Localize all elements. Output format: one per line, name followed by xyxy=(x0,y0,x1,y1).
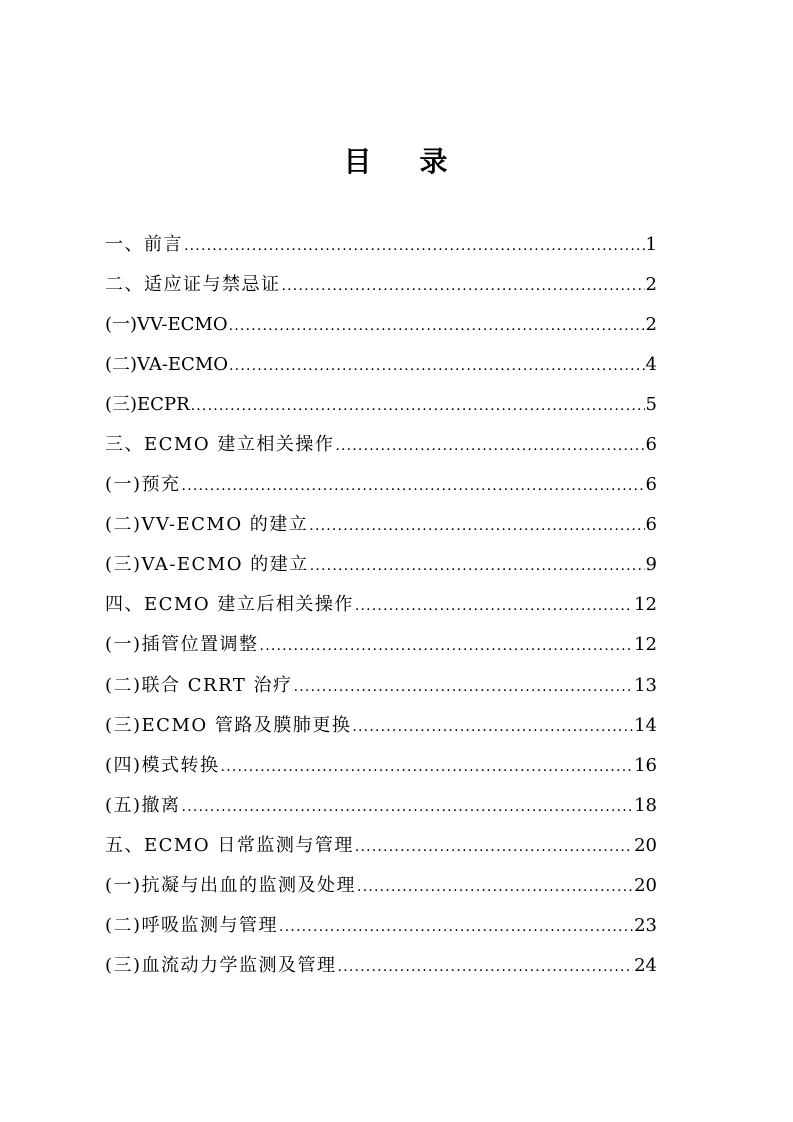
toc-leader-dots xyxy=(282,269,645,303)
toc-entry-label: 四、ECMO 建立后相关操作 xyxy=(105,594,354,616)
toc-leader-dots xyxy=(294,670,634,704)
toc-leader-dots xyxy=(355,830,633,864)
toc-entry-page: 16 xyxy=(634,754,657,776)
toc-entry[interactable] xyxy=(105,388,657,428)
toc-entry[interactable] xyxy=(105,829,657,869)
toc-entry-label: (二)联合 CRRT 治疗 xyxy=(105,674,293,696)
toc-leader-dots xyxy=(335,429,644,463)
toc-entry-page: 12 xyxy=(634,634,657,656)
toc-entry-label: (三)ECPR xyxy=(105,394,190,416)
toc-leader-dots xyxy=(191,389,645,423)
toc-entry[interactable] xyxy=(105,228,657,268)
toc-entry-label: (一)插管位置调整 xyxy=(105,634,259,656)
toc-entry[interactable] xyxy=(105,869,657,909)
toc-entry-label: (三)血流动力学监测及管理 xyxy=(105,954,337,976)
toc-entry-page: 13 xyxy=(634,674,657,696)
toc-entry[interactable] xyxy=(105,909,657,949)
toc-entry[interactable] xyxy=(105,268,657,308)
toc-entry-page: 20 xyxy=(634,874,657,896)
toc-entry-page: 12 xyxy=(634,594,657,616)
toc-entry-page: 2 xyxy=(645,314,657,336)
table-of-contents xyxy=(105,228,657,989)
toc-entry[interactable] xyxy=(105,348,657,388)
toc-leader-dots xyxy=(182,469,645,503)
toc-entry-page: 6 xyxy=(645,474,657,496)
toc-entry-label: (一)预充 xyxy=(105,474,181,496)
toc-entry-page: 6 xyxy=(645,514,657,536)
toc-leader-dots xyxy=(310,549,645,583)
toc-entry[interactable] xyxy=(105,709,657,749)
toc-entry-page: 24 xyxy=(634,954,657,976)
toc-entry-label: (一)VV-ECMO xyxy=(105,314,228,336)
toc-entry-label: (二)呼吸监测与管理 xyxy=(105,914,279,936)
toc-entry[interactable] xyxy=(105,508,657,548)
toc-entry[interactable] xyxy=(105,949,657,989)
toc-entry-label: (三)VA-ECMO 的建立 xyxy=(105,554,309,576)
toc-entry-page: 20 xyxy=(634,834,657,856)
toc-leader-dots xyxy=(357,870,633,904)
toc-leader-dots xyxy=(352,710,633,744)
toc-entry[interactable] xyxy=(105,428,657,468)
toc-entry[interactable] xyxy=(105,468,657,508)
toc-entry-label: 五、ECMO 日常监测与管理 xyxy=(105,834,354,856)
toc-entry[interactable] xyxy=(105,588,657,628)
toc-entry-label: (二)VV-ECMO 的建立 xyxy=(105,514,309,536)
toc-entry[interactable] xyxy=(105,308,657,348)
toc-entry-label: (一)抗凝与出血的监测及处理 xyxy=(105,874,357,896)
toc-entry[interactable] xyxy=(105,669,657,709)
toc-entry-page: 4 xyxy=(645,354,657,376)
toc-entry[interactable] xyxy=(105,749,657,789)
toc-leader-dots xyxy=(260,629,634,663)
toc-entry-label: (五)撤离 xyxy=(105,794,181,816)
toc-entry-page: 18 xyxy=(634,794,657,816)
toc-entry-page: 1 xyxy=(645,234,657,255)
toc-leader-dots xyxy=(309,509,644,543)
toc-entry-page: 23 xyxy=(634,914,657,936)
toc-entry-label: (四)模式转换 xyxy=(105,754,220,776)
toc-leader-dots xyxy=(221,750,634,784)
toc-leader-dots xyxy=(184,229,645,263)
toc-entry-page: 5 xyxy=(645,394,657,416)
title-part-1: 目 xyxy=(343,145,374,178)
toc-leader-dots xyxy=(338,950,634,984)
toc-leader-dots xyxy=(229,309,645,343)
toc-entry-page: 14 xyxy=(634,714,657,736)
toc-entry[interactable] xyxy=(105,628,657,668)
toc-entry-label: 二、适应证与禁忌证 xyxy=(105,274,281,296)
toc-entry[interactable] xyxy=(105,789,657,829)
toc-entry-page: 6 xyxy=(645,434,657,456)
toc-leader-dots xyxy=(182,790,634,824)
toc-entry-page: 9 xyxy=(645,554,657,576)
toc-entry-label: 一、前言 xyxy=(105,234,183,255)
title-part-2: 录 xyxy=(419,145,450,178)
toc-leader-dots xyxy=(355,589,633,623)
toc-entry-page: 2 xyxy=(645,274,657,296)
page-title xyxy=(0,140,793,180)
toc-leader-dots xyxy=(229,349,645,383)
toc-entry[interactable] xyxy=(105,548,657,588)
toc-entry-label: 三、ECMO 建立相关操作 xyxy=(105,434,335,456)
toc-leader-dots xyxy=(279,910,633,944)
toc-entry-label: (三)ECMO 管路及膜肺更换 xyxy=(105,714,352,736)
toc-entry-label: (二)VA-ECMO xyxy=(105,354,229,376)
